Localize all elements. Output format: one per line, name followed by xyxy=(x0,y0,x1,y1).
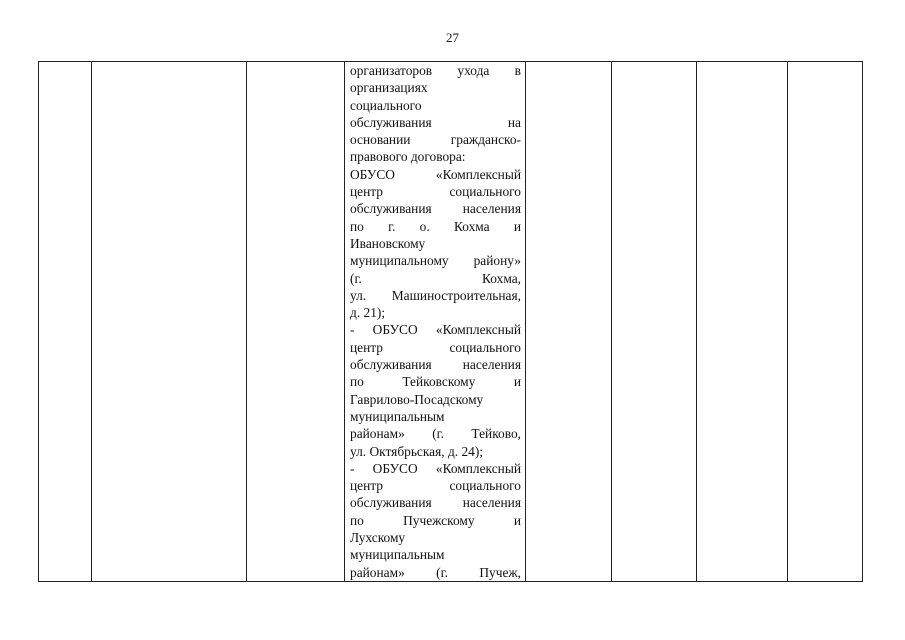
cell-text-line: основании гражданско- xyxy=(350,132,521,148)
cell-text-line: муниципальным xyxy=(350,547,445,563)
cell-text-line: (г. Кохма, xyxy=(350,270,521,286)
cell-text-line: обслуживания населения xyxy=(350,201,521,217)
table-cell-col1 xyxy=(39,62,92,582)
cell-text-line: центр социального xyxy=(350,478,521,494)
cell-text-line: обслуживания на xyxy=(350,114,521,130)
cell-text-line: правового договора: xyxy=(350,149,466,165)
cell-text-line: д. 21); xyxy=(350,305,386,321)
cell-text-line: Ивановскому xyxy=(350,235,426,251)
page-number: 27 xyxy=(446,30,459,45)
cell-text-line: муниципальным xyxy=(350,408,445,424)
table-cell-col8 xyxy=(788,62,863,582)
cell-text-line: организациях xyxy=(350,80,428,96)
table-cell-col6 xyxy=(612,62,697,582)
cell-text-line: центр социального xyxy=(350,339,521,355)
cell-text-line: - ОБУСО «Комплексный xyxy=(350,460,521,476)
cell-text-line: обслуживания населения xyxy=(350,357,521,373)
cell-text-line: районам» (г. Пучеж, xyxy=(350,564,521,580)
table-cell-col5 xyxy=(526,62,612,582)
cell-text-line: ул. Машиностроительная, xyxy=(350,287,521,303)
cell-text-line: обслуживания населения xyxy=(350,495,521,511)
table-row xyxy=(39,62,863,582)
document-table xyxy=(38,61,863,582)
cell-text-line: по г. о. Кохма и xyxy=(350,218,521,234)
table-cell-col2 xyxy=(92,62,247,582)
table-cell-col7 xyxy=(697,62,788,582)
cell-text-line: организаторов ухода в xyxy=(350,63,521,78)
cell-text-line: по Тейковскому и xyxy=(350,374,521,390)
cell-text-line: социального xyxy=(350,97,422,113)
cell-text-block xyxy=(345,62,525,581)
cell-text-line: Гаврилово-Посадскому xyxy=(350,391,484,407)
cell-text-line: Лухскому xyxy=(350,530,406,546)
table-cell-col3 xyxy=(247,62,345,582)
cell-text-line: районам» (г. Тейково, xyxy=(350,426,521,442)
cell-text-line: ОБУСО «Комплексный xyxy=(350,166,521,182)
cell-text-line: муниципальному району» xyxy=(350,253,521,269)
cell-text-line: ул. Октябрьская, д. 24); xyxy=(350,443,484,459)
table-cell-col4 xyxy=(345,62,526,582)
cell-text-line: центр социального xyxy=(350,184,521,200)
cell-text-line: по Пучежскому и xyxy=(350,512,521,528)
cell-text-line: - ОБУСО «Комплексный xyxy=(350,322,521,338)
